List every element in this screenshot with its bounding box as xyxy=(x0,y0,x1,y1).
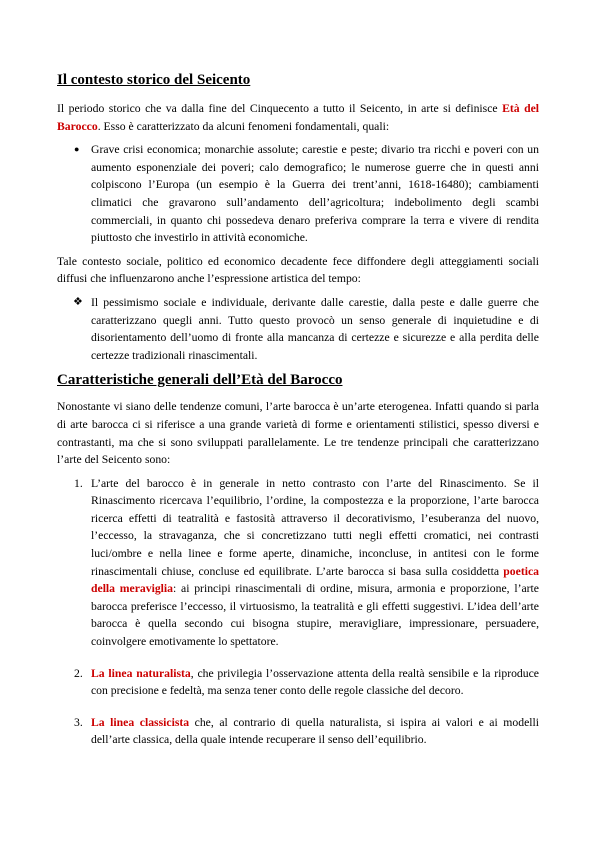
list-item-text: Il pessimismo sociale e individuale, derivante dalle carestie, dalla peste e dalle guerre che caratterizzano quegli anni. Tutto questo provocò un senso generale di inquietudine e di disorientamento dell’uomo di fronte alla mancanza di certezze e sicurezze e alla perdita delle certezze tradizionali rinascimentali. xyxy=(91,295,539,362)
paragraph-context: Tale contesto sociale, politico ed economico decadente fece diffondere degli atteggiamenti sociali diffusi che influenzarono anche l’espressione artistica del tempo: xyxy=(57,254,539,286)
list-item-text: Grave crisi economica; monarchie assolute; carestie e peste; divario tra ricchi e poveri con un aumento esponenziale dei poveri; calo demografico; le numerose guerre che in questi anni colpiscono l’Europa (un esempio è la Guerra dei trent’anni, 1618-16480); cambiamenti climatici che gravarono sull’andamento dell’agricoltura; indebolimento degli scambi commerciali, in quanto chi possedeva denaro preferiva comprare la terra e vivere di rendita piuttosto che investirlo in attività economiche. xyxy=(91,143,539,245)
paragraph-heterogeneous: Nonostante vi siano delle tendenze comuni, l’arte barocca è un’arte eterogenea. Infatti quando si parla di arte barocca ci si riferisce a una grande varietà di forme e orientamenti stilistici, spesso diversi e contrastanti, ma che si sono sviluppati parallelamente. Le tre tendenze principali che caratterizzano l’arte del Seicento sono: xyxy=(57,400,539,467)
paragraph-intro xyxy=(57,100,539,135)
highlight-linea-classicista: La linea classicista xyxy=(91,715,190,729)
section-title-characteristics: Caratteristiche generali dell’Età del Barocco xyxy=(57,372,343,389)
intro-text-a: Il periodo storico che va dalla fine del Cinquecento a tutto il Seicento, in arte si definisce xyxy=(57,102,503,115)
document-content xyxy=(57,70,539,755)
list-item xyxy=(57,714,539,749)
list-item-text-a: L’arte del barocco è in generale in netto contrasto con l’arte del Rinascimento. Se il Rinascimento ricercava l’equilibrio, l’ordine, la compostezza e la proporzione, l’arte barocca ricerca effetti di teatralità e fastosità attraverso il decorativismo, l’esuberanza del nuovo, l’eccesso, la stravaganza, che si concretizzano tutti negli effetti cromatici, nei contrasti luci/ombre e nella linee e forme aperte, dinamiche, inconcluse, in antitesi con le forme rinascimentali chiuse, concluse ed equilibrate. L’arte barocca si basa sulla cosiddetta xyxy=(91,476,539,578)
list-item-text-b: , che privilegia l’osservazione attenta della realtà sensibile e la riproduce con precisione e fedeltà, ma senza tener conto delle regole classiche del decoro. xyxy=(91,666,539,698)
list-item-text-b: : ai principi rinascimentali di ordine, misura, armonia e proporzione, l’arte barocca preferisce l’eccesso, il virtuosismo, la teatralità e gli effetti suggestivi. L’idea dell’arte barocca è quella secondo cui bisogna stupire, meravigliare, impressionare, persuadere, coinvolgere emotivamente lo spettatore. xyxy=(91,582,539,649)
highlight-linea-naturalista: La linea naturalista xyxy=(91,666,191,680)
list-item xyxy=(57,475,539,651)
diamond-bullet-icon: ❖ xyxy=(73,295,83,308)
bullet-list-attitudes xyxy=(57,294,539,364)
highlight-eta-barocco: Età del Barocco xyxy=(57,102,540,133)
section-title-context: Il contesto storico del Seicento xyxy=(57,72,251,88)
highlight-poetica-meraviglia: poetica della meraviglia xyxy=(91,564,539,596)
list-item xyxy=(57,665,539,700)
bullet-list-features xyxy=(57,141,539,247)
list-number: 2. xyxy=(74,666,83,680)
bullet-icon: ● xyxy=(74,144,80,155)
numbered-list-tendencies xyxy=(57,475,539,749)
list-item xyxy=(57,294,539,364)
list-item xyxy=(57,141,539,247)
intro-text-b: . Esso è caratterizzato da alcuni fenomeni fondamentali, quali: xyxy=(97,119,390,133)
list-number: 3. xyxy=(74,715,83,729)
list-item-text-b: che, al contrario di quella naturalista, si ispira ai valori e ai modelli dell’arte classica, della quale intende recuperare il senso dell’equilibrio. xyxy=(91,715,540,747)
list-number: 1. xyxy=(74,476,83,490)
